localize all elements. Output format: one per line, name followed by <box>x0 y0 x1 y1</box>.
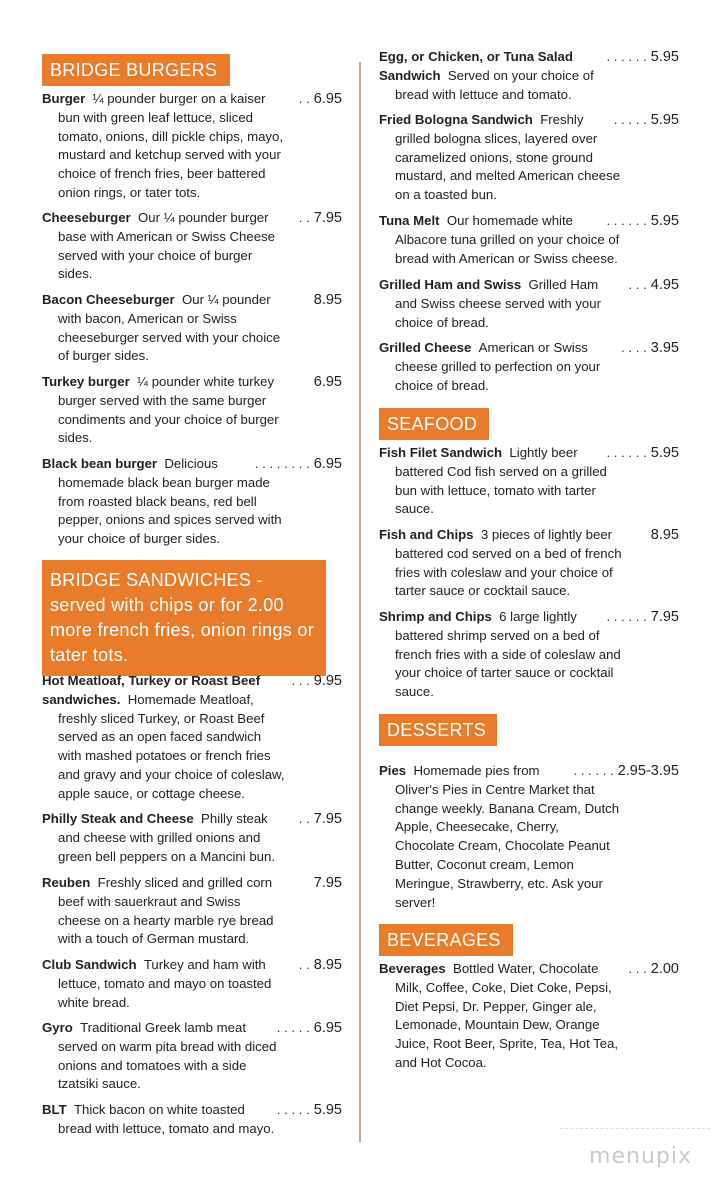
item-first-line <box>42 874 342 893</box>
item-description-line: onions and tomatoes with a side <box>58 1057 247 1073</box>
item-price: 6.95 <box>313 374 342 390</box>
menu-item-fried-bologna <box>379 111 679 205</box>
item-price: 7.95 <box>313 875 342 891</box>
item-description-line: your choice of tarter sauce or cocktail <box>395 665 614 681</box>
item-description-line: onion rings, or tater tots. <box>58 184 201 200</box>
section-header-sandwiches <box>42 560 326 676</box>
item-first-line <box>42 90 342 109</box>
item-name: Turkey burger <box>42 374 130 389</box>
menu-item-blt <box>42 1101 342 1139</box>
item-description-line: and Swiss cheese served with your <box>395 295 601 311</box>
item-description-line: with bacon, American or Swiss <box>58 310 237 326</box>
item-first-line <box>379 48 679 67</box>
item-description-line: tomato, onions, dill pickle chips, mayo, <box>58 128 284 144</box>
item-description-line: sides. <box>58 266 93 282</box>
section-header-beverages <box>379 924 513 956</box>
item-dot-leader: . . . . . . <box>606 445 647 460</box>
item-description-line: grilled bologna slices, layered over <box>395 130 598 146</box>
item-price: 9.95 <box>313 673 342 689</box>
item-description-line: bun with lettuce, tomato with tarter <box>395 482 596 498</box>
item-dot-leader: . . . <box>291 673 310 688</box>
section-header-burgers <box>42 54 230 86</box>
item-description-start: Freshly <box>532 112 584 127</box>
item-first-line <box>42 1019 342 1038</box>
item-name: Reuben <box>42 875 91 890</box>
item-description-line: homemade black bean burger made <box>58 474 270 490</box>
menu-item-hot-meatloaf <box>42 672 342 804</box>
item-price: 7.95 <box>313 811 342 827</box>
item-description-line: bread with lettuce and tomato. <box>395 86 572 102</box>
item-name: Black bean burger <box>42 456 158 471</box>
item-first-line <box>379 526 679 545</box>
item-first-line <box>42 956 342 975</box>
item-description-start: 3 pieces of lightly beer <box>473 527 613 542</box>
item-description-start: Traditional Greek lamb meat <box>72 1020 246 1035</box>
item-description-line: caramelized onions, stone ground <box>395 149 593 165</box>
item-first-line <box>42 455 342 474</box>
section-title: SEAFOOD <box>387 414 478 434</box>
item-dot-leader: . . . . . . <box>606 213 647 228</box>
item-description-start: ¼ pounder white turkey <box>129 374 275 389</box>
item-description-line: french fries with a side of coleslaw and <box>395 646 621 662</box>
item-first-line <box>42 373 342 392</box>
item-description-start: Our ¼ pounder burger <box>130 210 269 225</box>
menu-item-grilled-ham <box>379 276 679 332</box>
item-description-line: Juice, Root Beer, Sprite, Tea, Hot Tea, <box>395 1036 619 1052</box>
item-description-line: and gravy and your choice of coleslaw, <box>58 766 285 782</box>
item-dot-leader: . . <box>298 957 310 972</box>
item-description-line: change weekly. Banana Cream, Dutch <box>395 800 620 816</box>
menu-item-beverages <box>379 960 679 1073</box>
item-dot-leader: . . . <box>628 277 647 292</box>
item-first-line <box>379 960 679 979</box>
menu-item-turkey-burger <box>42 373 342 448</box>
item-description-line: base with American or Swiss Cheese <box>58 228 275 244</box>
watermark-logo: menupix <box>589 1144 692 1169</box>
section-title: BRIDGE BURGERS <box>50 60 218 80</box>
item-price: 5.95 <box>650 213 679 229</box>
item-description-start: Bottled Water, Chocolate <box>445 961 599 976</box>
menu-item-shrimp-chips <box>379 608 679 702</box>
item-description-line: Meringue, Strawberry, etc. Ask your <box>395 875 603 891</box>
item-description-line: choice of bread. <box>395 314 489 330</box>
item-description-start: Homemade Meatloaf, <box>120 691 254 707</box>
item-description-start: Served on your choice of <box>440 67 594 83</box>
item-name: Grilled Ham and Swiss <box>379 277 522 292</box>
item-description-line: Chocolate Cream, Chocolate Peanut <box>395 838 610 854</box>
item-price: 6.95 <box>313 1020 342 1036</box>
item-first-line <box>379 276 679 295</box>
item-description-line: freshly sliced Turkey, or Roast Beef <box>58 710 265 726</box>
item-description-line: Albacore tuna grilled on your choice of <box>395 231 620 247</box>
item-first-line <box>379 339 679 358</box>
item-dot-leader: . . . . . <box>613 112 647 127</box>
menu-item-fish-filet <box>379 444 679 519</box>
item-description-line: bread with lettuce, tomato and mayo. <box>58 1120 275 1136</box>
section-title: BEVERAGES <box>387 930 501 950</box>
item-description-line: Apple, Cheesecake, Cherry, <box>395 819 559 835</box>
item-name-continued: Sandwich <box>379 67 441 83</box>
item-name: Philly Steak and Cheese <box>42 811 194 826</box>
item-dot-leader: . . . . . <box>276 1020 310 1035</box>
item-description-start: Lightly beer <box>502 445 578 460</box>
item-price: 2.00 <box>650 961 679 977</box>
item-price: 4.95 <box>650 277 679 293</box>
item-description-line: of burger sides. <box>58 348 149 364</box>
item-first-line <box>42 672 342 691</box>
item-name: Tuna Melt <box>379 213 440 228</box>
item-description-line: burger served with the same burger <box>58 392 267 408</box>
item-price: 5.95 <box>650 445 679 461</box>
item-description-start: American or Swiss <box>471 340 588 355</box>
item-dot-leader: . . <box>298 811 310 826</box>
item-name: Gyro <box>42 1020 73 1035</box>
item-description-line: and Hot Cocoa. <box>395 1054 487 1070</box>
item-description-start: Our homemade white <box>439 213 573 228</box>
item-description-line: choice of french fries, beer battered <box>58 166 266 182</box>
item-description-start: Thick bacon on white toasted <box>66 1102 245 1117</box>
column-divider <box>359 62 361 1142</box>
item-name: Cheeseburger <box>42 210 131 225</box>
item-description-line: Butter, Coconut cream, Lemon <box>395 856 574 872</box>
item-description-line: sides. <box>58 430 93 446</box>
item-price: 6.95 <box>313 91 342 107</box>
item-first-line <box>379 111 679 130</box>
item-first-line <box>379 444 679 463</box>
menu-item-reuben <box>42 874 342 949</box>
item-description-line: lettuce, tomato and mayo on toasted <box>58 975 272 991</box>
section-header-desserts <box>379 714 497 746</box>
item-description-line: fries with coleslaw and your choice of <box>395 564 613 580</box>
item-first-line <box>42 291 342 310</box>
item-description-start: Freshly sliced and grilled corn <box>90 875 273 890</box>
item-name: Fried Bologna Sandwich <box>379 112 533 127</box>
item-description-line: mustard and ketchup served with your <box>58 147 281 163</box>
item-description-line: with mashed potatoes or french fries <box>58 748 271 764</box>
item-description-line: tzatsiki sauce. <box>58 1076 141 1092</box>
item-description-line: cheeseburger served with your choice <box>58 329 281 345</box>
item-description-line: served with your choice of burger <box>58 247 253 263</box>
item-description-line: bun with green leaf lettuce, sliced <box>58 109 253 125</box>
item-description-line: white bread. <box>58 994 130 1010</box>
item-description-start: Our ¼ pounder <box>174 292 271 307</box>
menu-item-cheeseburger <box>42 209 342 284</box>
item-description-line: battered Cod fish served on a grilled <box>395 463 607 479</box>
section-title-line: more french fries, onion rings or <box>50 620 315 640</box>
item-description-line: on a toasted bun. <box>395 187 497 203</box>
menu-item-black-bean-burger <box>42 455 342 549</box>
menu-item-burger <box>42 90 342 203</box>
item-price: 6.95 <box>313 456 342 472</box>
item-dot-leader: . . . . <box>621 340 647 355</box>
item-price: 8.95 <box>313 957 342 973</box>
item-description-start: Homemade pies from <box>406 763 540 778</box>
item-dot-leader: . . . . . . <box>573 763 614 778</box>
item-price: 3.95 <box>650 340 679 356</box>
item-price: 7.95 <box>313 210 342 226</box>
item-dot-leader: . . <box>298 210 310 225</box>
item-name: Bacon Cheeseburger <box>42 292 175 307</box>
item-dot-leader: . . <box>298 91 310 106</box>
item-name: Pies <box>379 763 407 778</box>
item-description-line: condiments and your choice of burger <box>58 411 279 427</box>
item-description-line: sauce. <box>395 501 434 517</box>
item-description-line: apple sauce, or cottage cheese. <box>58 785 245 801</box>
item-dot-leader: . . . . . . <box>606 609 647 624</box>
item-name-continued: sandwiches. <box>42 691 121 707</box>
item-description-line: with a touch of German mustard. <box>58 931 250 947</box>
item-second-line <box>42 691 342 710</box>
item-name: BLT <box>42 1102 67 1117</box>
item-name: Egg, or Chicken, or Tuna Salad <box>379 49 573 64</box>
item-description-line: tarter sauce or cocktail sauce. <box>395 583 571 599</box>
menu-item-pies <box>379 762 679 912</box>
section-title-line: tater tots. <box>50 645 129 665</box>
item-description-line: Oliver's Pies in Centre Market that <box>395 781 595 797</box>
menu-item-fish-chips <box>379 526 679 601</box>
item-name: Fish Filet Sandwich <box>379 445 503 460</box>
item-dot-leader: . . . . . <box>276 1102 310 1117</box>
item-description-start: Grilled Ham <box>521 277 599 292</box>
item-description-line: server! <box>395 894 436 910</box>
item-description-start: Turkey and ham with <box>136 957 266 972</box>
item-name: Grilled Cheese <box>379 340 472 355</box>
menu-item-club <box>42 956 342 1012</box>
item-price: 5.95 <box>650 112 679 128</box>
item-price: 7.95 <box>650 609 679 625</box>
item-price: 8.95 <box>313 292 342 308</box>
item-description-line: battered cod served on a bed of french <box>395 545 622 561</box>
item-description-start: Philly steak <box>193 811 268 826</box>
section-header-seafood <box>379 408 489 440</box>
item-description-line: Milk, Coffee, Coke, Diet Coke, Pepsi, <box>395 979 612 995</box>
item-price: 5.95 <box>313 1102 342 1118</box>
item-description-line: cheese grilled to perfection on your <box>395 358 601 374</box>
item-name: Shrimp and Chips <box>379 609 492 624</box>
item-name: Hot Meatloaf, Turkey or Roast Beef <box>42 673 261 688</box>
item-first-line <box>379 762 679 781</box>
item-description-line: beef with sauerkraut and Swiss <box>58 893 241 909</box>
menu-item-salad-sandwich <box>379 48 679 104</box>
item-description-line: green bell peppers on a Mancini bun. <box>58 848 276 864</box>
item-description-line: Lemonade, Mountain Dew, Orange <box>395 1017 600 1033</box>
item-name: Burger <box>42 91 86 106</box>
item-description-line: bread with American or Swiss cheese. <box>395 250 618 266</box>
item-price: 2.95-3.95 <box>617 763 679 779</box>
menu-item-grilled-cheese <box>379 339 679 395</box>
menu-item-tuna-melt <box>379 212 679 268</box>
item-description-line: and cheese with grilled onions and <box>58 829 261 845</box>
item-price: 5.95 <box>650 49 679 65</box>
item-description-line: sauce. <box>395 684 434 700</box>
item-first-line <box>379 608 679 627</box>
item-description-line: pepper, onions and spices served with <box>58 512 282 528</box>
item-description-line: served on warm pita bread with diced <box>58 1038 277 1054</box>
menu-item-gyro <box>42 1019 342 1094</box>
item-dot-leader: . . . . . . . . <box>254 456 310 471</box>
section-title: DESSERTS <box>387 720 487 740</box>
item-name: Fish and Chips <box>379 527 474 542</box>
item-name: Club Sandwich <box>42 957 137 972</box>
item-description-line: from roasted black beans, red bell <box>58 493 257 509</box>
item-description-start: Delicious <box>157 456 218 471</box>
item-description-line: your choice of burger sides. <box>58 531 220 547</box>
item-first-line <box>42 209 342 228</box>
item-description-line: served as an open faced sandwich <box>58 729 262 745</box>
section-title-line: served with chips or for 2.00 <box>50 595 284 615</box>
item-description-line: Diet Pepsi, Dr. Pepper, Ginger ale, <box>395 998 597 1014</box>
item-description-line: cheese on a hearty marble rye bread <box>58 912 274 928</box>
item-description-line: battered shrimp served on a bed of <box>395 627 600 643</box>
item-description-line: mustard, and melted American cheese <box>395 168 621 184</box>
item-first-line <box>42 1101 342 1120</box>
item-price: 8.95 <box>650 527 679 543</box>
item-description-start: ¼ pounder burger on a kaiser <box>85 91 266 106</box>
item-description-line: choice of bread. <box>395 377 489 393</box>
menu-item-philly <box>42 810 342 866</box>
item-dot-leader: . . . . . . <box>606 49 647 64</box>
item-name: Beverages <box>379 961 446 976</box>
section-title-line: BRIDGE SANDWICHES - <box>50 570 263 590</box>
item-second-line <box>379 67 679 86</box>
item-first-line <box>42 810 342 829</box>
item-first-line <box>379 212 679 231</box>
item-dot-leader: . . . <box>628 961 647 976</box>
menu-item-bacon-cheeseburger <box>42 291 342 366</box>
item-description-start: 6 large lightly <box>491 609 577 624</box>
